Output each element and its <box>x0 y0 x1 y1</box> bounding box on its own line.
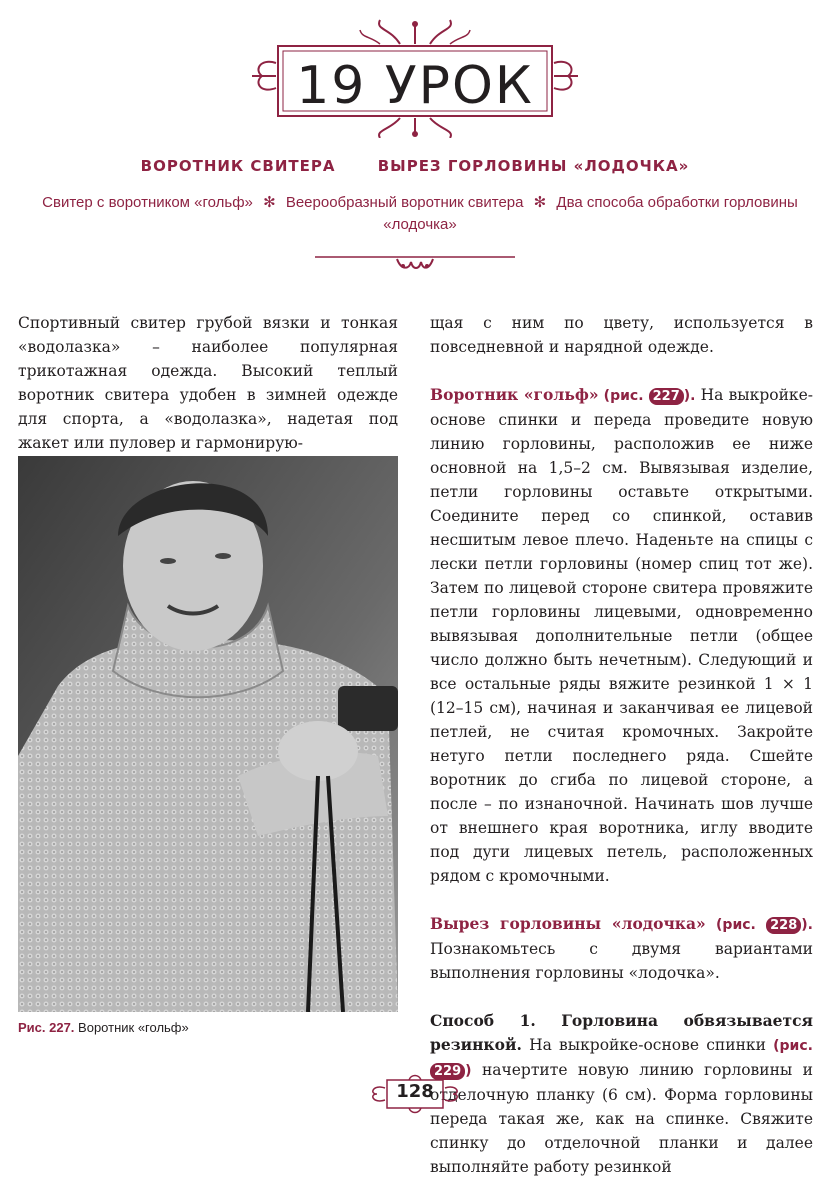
figure-ref-227: (рис. 227 ). <box>603 388 696 404</box>
figure-number-badge: 228 <box>766 917 801 934</box>
lesson-title: 19 УРОК <box>296 56 534 116</box>
topic-1: Свитер с воротником «гольф» <box>42 194 253 211</box>
intro-paragraph: Спортивный свитер грубой вязки и тонкая «водолазка» – наиболее популярная трикотажная одежда. Высокий теплый воротник свитера удобен в зимней одежде для спорта, а «водолазка», надетая под жакет или пуловер и гармонирую- <box>18 314 398 452</box>
caption-text: Воротник «гольф» <box>78 1020 189 1035</box>
section-3-text-a: На выкройке-основе спинки <box>529 1036 766 1054</box>
figure-number-badge: 227 <box>649 388 684 405</box>
section-1-heading: Воротник «гольф» <box>430 385 599 404</box>
section-method-1 <box>430 1009 813 1179</box>
caption-label: Рис. 227. <box>18 1020 75 1035</box>
section-3-heading: Способ 1. Горловина обвязывается резинкой. <box>430 1011 813 1054</box>
left-column <box>18 311 398 455</box>
figure-caption <box>18 1020 189 1035</box>
right-column <box>430 311 813 1203</box>
subheading-collar: ВОРОТНИК СВИТЕРА <box>140 157 336 175</box>
lesson-title-frame <box>250 18 580 138</box>
asterisk-icon: ✻ <box>263 194 276 211</box>
figure-number-badge: 229 <box>430 1063 465 1080</box>
figure-ref-228: (рис. 228 ). <box>716 917 813 933</box>
asterisk-icon: ✻ <box>533 194 547 211</box>
section-boat-neck <box>430 912 813 985</box>
figure-ref-229: (рис. 229 ) <box>430 1038 813 1079</box>
section-3-text-b: начертите новую линию горловины и отделочную планку (6 см). Форма горловины переда такая же, как на спинке. Свяжите спинку до отделочной планки и далее выполняйте работу резинкой <box>430 1061 813 1176</box>
intro-continued: щая с ним по цвету, используется в повседневной и нарядной одежде. <box>430 314 813 356</box>
topic-2: Веерообразный воротник свитера <box>285 194 524 211</box>
topic-3: Два способа обработки горловины «лодочка» <box>383 194 798 233</box>
sweater-photo-illustration <box>18 456 398 1012</box>
topic-list <box>40 192 800 236</box>
page-number: 128 <box>396 1081 434 1102</box>
section-1-text: На выкройке-основе спинки и переда проведите новую линию горловины, расположив ее ниже основной на 1,5–2 см. Вывязывая изделие, петли горловины оставьте открытыми. Соедините перед со спинкой, оставив несшитым левое плечо. Наденьте на спицы с лески петли горловины (номер спиц тот же). Затем по лицевой стороне свитера провяжите петли горловины лицевыми, одновременно вывязывая дополнительные петли (общее число должно быть нечетным). Следующий и все остальные ряды вяжите резинкой 1 × 1 (12–15 см), начиная и заканчивая ее лицевой петлей, не считая кромочных. Закройте нетуго петли последнего ряда. Сшейте воротник до сгиба по лицевой стороне, а после – по изнаночной. Начинать шов лучше от внешнего края воротника, иглу вводите под дуги лицевых петель, расположенных рядом с кромочными. <box>430 386 813 885</box>
photo-turtleneck-sweater <box>18 456 398 1012</box>
section-2-heading: Вырез горловины «лодочка» <box>430 914 706 933</box>
subheadings <box>0 157 830 175</box>
page-number-box <box>365 1074 465 1114</box>
section-turtleneck <box>430 383 813 888</box>
section-2-text: Познакомьтесь с двумя вариантами выполнения горловины «лодочка». <box>430 940 813 982</box>
ornament-divider-icon <box>315 250 515 274</box>
subheading-neckline: ВЫРЕЗ ГОРЛОВИНЫ «ЛОДОЧКА» <box>377 157 690 175</box>
